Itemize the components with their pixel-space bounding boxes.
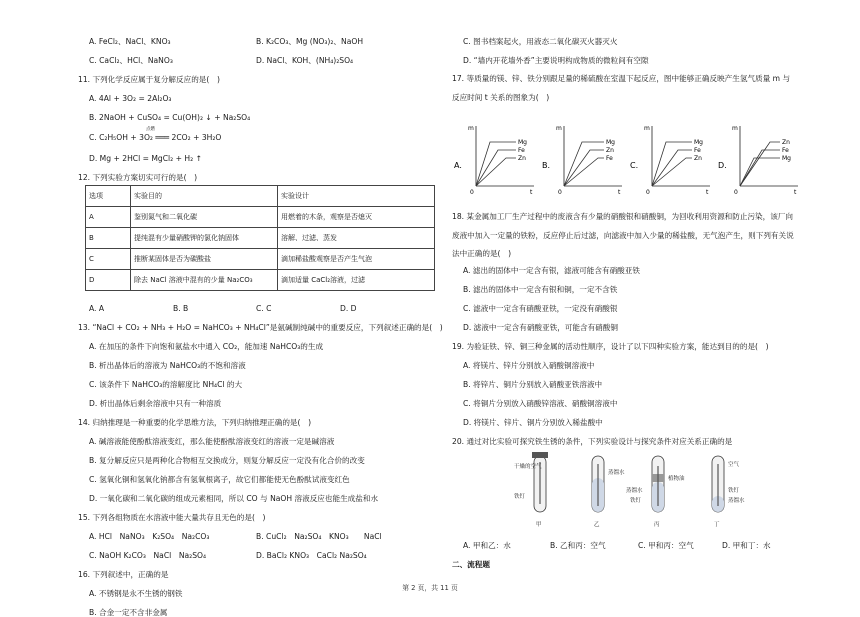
q16-option-a: A. 不锈钢是永不生锈的钢铁 (89, 589, 183, 598)
tube-note: 植物油 (668, 476, 685, 482)
table-cell: 推断某固体是否为碳酸盐 (131, 249, 278, 270)
q18-option-c: C. 滤液中一定含有硝酸亚铁，一定没有硝酸银 (463, 304, 618, 313)
page-footer: 第 2 页，共 11 页 (402, 584, 458, 592)
q12-answer-d: D. D (340, 304, 357, 313)
question-11-stem: 11. 下列化学反应属于复分解反应的是( ) (78, 75, 220, 84)
q19-option-d: D. 将镁片、锌片、铜片分别放入稀盐酸中 (463, 418, 603, 427)
q19-option-c: C. 将铜片分别放入硝酸锌溶液、硝酸铜溶液中 (463, 399, 618, 408)
series-label: Mg (782, 155, 791, 162)
q11-condition: 点燃 (146, 127, 155, 132)
table-cell: 用燃着的木条，观察是否熄灭 (278, 207, 435, 228)
tube-note: 蒸馏水 (728, 498, 745, 504)
q18-option-b: B. 滤出的固体中一定含有银和铜，一定不含铁 (463, 285, 618, 294)
table-cell: D (86, 270, 131, 291)
question-14-stem: 14. 归纳推理是一种重要的化学思维方法，下列归纳推理正确的是( ) (78, 418, 312, 427)
series-label: Zn (518, 155, 526, 162)
q20-option-b: B. 乙和丙：空气 (550, 541, 606, 550)
q15-option-b: B. CuCl₂ Na₂SO₄ KNO₃ NaCl (256, 532, 382, 541)
question-19-stem: 19. 为验证铁、锌、铜三种金属的活动性顺序，设计了以下四种实验方案，能达到目的的是( ) (452, 342, 769, 351)
graph-letter: C. (630, 161, 639, 170)
q19-option-b: B. 将锌片、铜片分别放入硝酸亚铁溶液中 (463, 380, 603, 389)
q12-answer-c: C. C (256, 304, 272, 313)
table-row (86, 270, 435, 291)
q16-option-b: B. 合金一定不含非金属 (89, 608, 168, 617)
table-header: 选项 (86, 186, 131, 207)
q11-option-a: A. 4Al + 3O₂ = 2Al₂O₃ (89, 94, 172, 103)
q20-option-a: A. 甲和乙：水 (463, 541, 511, 550)
q11-option-b: B. 2NaOH + CuSO₄ = Cu(OH)₂ ↓ + Na₂SO₄ (89, 113, 251, 122)
series-label: Zn (694, 155, 702, 162)
q12-answer-a: A. A (89, 304, 105, 313)
x-axis-label: t (794, 189, 797, 196)
q11-option-d: D. Mg + 2HCl = MgCl₂ + H₂ ↑ (89, 154, 202, 163)
q17-graphs (452, 120, 802, 200)
origin-label: 0 (470, 189, 474, 196)
table-row (86, 249, 435, 270)
series-label: Fe (518, 147, 525, 154)
q14-option-d: D. 一氧化碳和二氧化碳的组成元素相同，所以 CO 与 NaOH 溶液反应也能生成盐和水 (89, 494, 379, 503)
graph-letter: A. (454, 161, 462, 170)
series-line (740, 158, 780, 186)
x-axis-label: t (618, 189, 621, 196)
series-line (476, 142, 516, 186)
q15-option-d: D. BaCl₂ KNO₃ CaCl₂ Na₂SO₄ (256, 551, 367, 560)
graph-letter: B. (542, 161, 551, 170)
question-12-stem: 12. 下列实验方案切实可行的是( ) (78, 173, 198, 182)
q19-option-a: A. 将镁片、锌片分别放入硝酸铜溶液中 (463, 361, 595, 370)
series-label: Mg (694, 139, 703, 146)
tube-note: 蒸馏水 (626, 488, 643, 494)
q14-option-a: A. 碱溶液能使酚酞溶液变红，那么能使酚酞溶液变红的溶液一定是碱溶液 (89, 437, 335, 446)
series-line (652, 142, 692, 186)
q13-option-c: C. 该条件下 NaHCO₃的溶解度比 NH₄Cl 的大 (89, 380, 243, 389)
question-18-stem: 18. 某金属加工厂生产过程中的废液含有少量的硝酸银和硝酸铜，为回收利用资源和防止污染，该厂向废液中加入一定量的铁粉，反应停止后过滤，向滤液中加入少量的稀盐酸，无气泡产生，则下列有关说法中正确的是( ) (452, 212, 794, 259)
table-header: 实验目的 (131, 186, 278, 207)
table-cell: 除去 NaCl 溶液中混有的少量 Na₂CO₃ (131, 270, 278, 291)
series-line (740, 150, 780, 186)
series-label: Zn (782, 139, 790, 146)
tube-note: 铁钉 (514, 494, 526, 500)
q13-option-d: D. 析出晶体后剩余溶液中只有一种溶质 (89, 399, 222, 408)
table-row (86, 228, 435, 249)
option-c: C. CaCl₂、HCl、NaNO₃ (89, 56, 173, 65)
q14-option-c: C. 氢氧化铜和氢氧化钠都含有氢氧根离子，故它们都能使无色酚酞试液变红色 (89, 475, 350, 484)
q13-option-a: A. 在加压的条件下向饱和氨盐水中通入 CO₂，能加速 NaHCO₃的生成 (89, 342, 324, 351)
y-axis-label: m (732, 125, 738, 132)
option-b: B. K₂CO₃、Mg (NO₃)₂、NaOH (256, 37, 364, 46)
option-a: A. FeCl₂、NaCl、KNO₃ (89, 37, 171, 46)
tube-note: 蒸馏水 (608, 470, 625, 476)
origin-label: 0 (734, 189, 738, 196)
series-line (476, 158, 516, 186)
q15-option-c: C. NaOH K₂CO₃ NaCl Na₂SO₄ (89, 551, 207, 560)
tube-note: 铁钉 (630, 498, 642, 504)
q20-option-c: C. 甲和丙：空气 (638, 541, 694, 550)
q14-option-b: B. 复分解反应只是两种化合物相互交换成分，则复分解反应一定没有化合价的改变 (89, 456, 365, 465)
y-axis-label: m (644, 125, 650, 132)
x-axis-label: t (530, 189, 533, 196)
graph-letter: D. (718, 161, 727, 170)
option-c: C. 图书档案起火，用液态二氧化碳灭火器灭火 (463, 37, 618, 46)
question-17-stem: 17. 等质量的镁、锌、铁分别跟足量的稀硫酸在室温下起反应，图中能够正确反映产生氢气质量 m 与反应时间 t 关系的图象为( ) (452, 74, 791, 102)
series-line (652, 158, 692, 186)
y-axis-label: m (468, 125, 474, 132)
series-label: Fe (606, 155, 613, 162)
tube-label-bing: 丙 (654, 522, 660, 528)
series-label: Mg (606, 139, 615, 146)
tube-label-yi: 乙 (594, 522, 600, 528)
section-heading: 二、流程题 (452, 560, 490, 569)
origin-label: 0 (646, 189, 650, 196)
question-16-stem: 16. 下列叙述中，正确的是 (78, 570, 169, 579)
q15-option-a: A. HCl NaNO₃ K₂SO₄ Na₂CO₃ (89, 532, 210, 541)
q20-test-tubes (512, 452, 752, 534)
series-label: Zn (606, 147, 614, 154)
tube-note: 空气 (728, 462, 740, 468)
q11-option-c: C. C₂H₅OH + 3O₂ ═══ 2CO₂ + 3H₂O (89, 133, 222, 142)
origin-label: 0 (558, 189, 562, 196)
experiment-table (85, 185, 435, 291)
table-cell: C (86, 249, 131, 270)
table-header: 实验设计 (278, 186, 435, 207)
tube-label-jia: 甲 (536, 522, 542, 528)
table-cell: 鉴别氮气和二氧化碳 (131, 207, 278, 228)
table-cell: 滴加适量 CaCl₂溶液，过滤 (278, 270, 435, 291)
table-cell: B (86, 228, 131, 249)
series-line (740, 142, 780, 186)
table-cell: 溶解、过滤、蒸发 (278, 228, 435, 249)
q18-option-d: D. 滤液中一定含有硝酸亚铁，可能含有硝酸铜 (463, 323, 618, 332)
q13-option-b: B. 析出晶体后的溶液为 NaHCO₃的不饱和溶液 (89, 361, 246, 370)
q18-option-a: A. 滤出的固体中一定含有银，滤液可能含有硝酸亚铁 (463, 266, 640, 275)
question-20-stem: 20. 通过对比实验可探究铁生锈的条件，下列实验设计与探究条件对应关系正确的是 (452, 437, 733, 446)
tube-label-ding: 丁 (714, 522, 720, 528)
tube-note: 铁钉 (728, 488, 740, 494)
stopper-icon (532, 452, 548, 458)
question-15-stem: 15. 下列各组物质在水溶液中能大量共存且无色的是( ) (78, 513, 266, 522)
table-cell: 提纯混有少量硝酸钾的氯化钠固体 (131, 228, 278, 249)
x-axis-label: t (706, 189, 709, 196)
option-d: D. NaCl、KOH、(NH₄)₂SO₄ (256, 56, 354, 65)
series-label: Fe (694, 147, 701, 154)
question-13-stem: 13. “NaCl + CO₂ + NH₃ + H₂O = NaHCO₃ + NH₄Cl”是氨碱制纯碱中的重要反应，下列叙述正确的是( ) (78, 323, 443, 332)
table-cell: A (86, 207, 131, 228)
table-header-row (86, 186, 435, 207)
series-label: Mg (518, 139, 527, 146)
q12-answer-b: B. B (173, 304, 189, 313)
q20-option-d: D. 甲和丁：水 (722, 541, 771, 550)
table-row (86, 207, 435, 228)
table-cell: 滴加稀盐酸观察是否产生气泡 (278, 249, 435, 270)
y-axis-label: m (556, 125, 562, 132)
series-line (564, 142, 604, 186)
option-d: D. “墙内开花墙外香”主要说明构成物质的微粒间有空隙 (463, 56, 649, 65)
series-label: Fe (782, 147, 789, 154)
tube-note: 干燥的空气 (514, 464, 542, 470)
